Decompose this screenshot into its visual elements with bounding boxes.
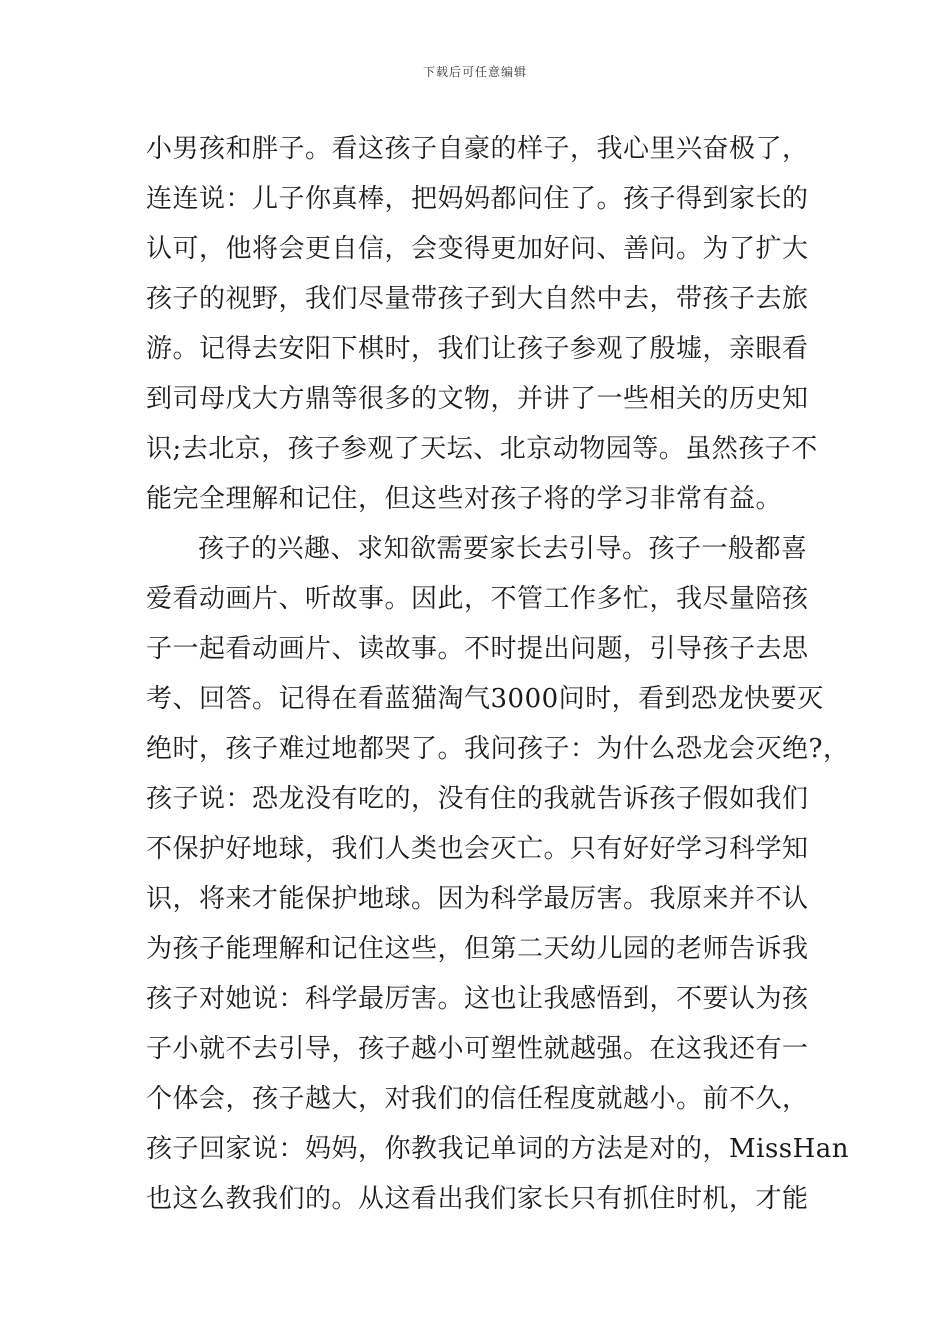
text-line: 识，将来才能保护地球。因为科学最厉害。我原来并不认 [146, 884, 809, 914]
text-line: 绝时，孩子难过地都哭了。我问孩子：为什么恐龙会灭绝?， [146, 734, 850, 764]
text-line: 孩子说：恐龙没有吃的，没有住的我就告诉孩子假如我们 [146, 784, 809, 814]
text-line: 游。记得去安阳下棋时，我们让孩子参观了殷墟，亲眼看 [146, 334, 809, 364]
text-line: 子一起看动画片、读故事。不时提出问题，引导孩子去思 [146, 634, 809, 664]
text-line: 到司母戊大方鼎等很多的文物，并讲了一些相关的历史知 [146, 384, 809, 414]
text-line: 为孩子能理解和记住这些，但第二天幼儿园的老师告诉我 [146, 934, 809, 964]
page-header: 下载后可任意编辑 [422, 65, 527, 79]
text-line: 孩子回家说：妈妈，你教我记单词的方法是对的，MissHan [146, 1134, 850, 1164]
text-line: 小男孩和胖子。看这孩子自豪的样子，我心里兴奋极了， [146, 134, 809, 164]
text-line: 也这么教我们的。从这看出我们家长只有抓住时机，才能 [146, 1184, 809, 1214]
text-line: 爱看动画片、听故事。因此，不管工作多忙，我尽量陪孩 [146, 584, 809, 614]
document-body [146, 124, 850, 1224]
text-line: 认可，他将会更自信，会变得更加好问、善问。为了扩大 [146, 234, 809, 264]
text-line: 不保护好地球，我们人类也会灭亡。只有好好学习科学知 [146, 834, 809, 864]
paragraph-start-line: 孩子的兴趣、求知欲需要家长去引导。孩子一般都喜 [198, 534, 808, 564]
text-line: 能完全理解和记住，但这些对孩子将的学习非常有益。 [146, 484, 783, 514]
text-line: 识;去北京，孩子参观了天坛、北京动物园等。虽然孩子不 [146, 434, 818, 464]
text-line: 子小就不去引导，孩子越小可塑性就越强。在这我还有一 [146, 1034, 809, 1064]
text-line: 考、回答。记得在看蓝猫淘气3000问时，看到恐龙快要灭 [146, 684, 824, 714]
text-line: 孩子的视野，我们尽量带孩子到大自然中去，带孩子去旅 [146, 284, 809, 314]
text-line: 连连说：儿子你真棒，把妈妈都问住了。孩子得到家长的 [146, 184, 809, 214]
text-line: 孩子对她说：科学最厉害。这也让我感悟到，不要认为孩 [146, 984, 809, 1014]
text-line: 个体会，孩子越大，对我们的信任程度就越小。前不久， [146, 1084, 809, 1114]
